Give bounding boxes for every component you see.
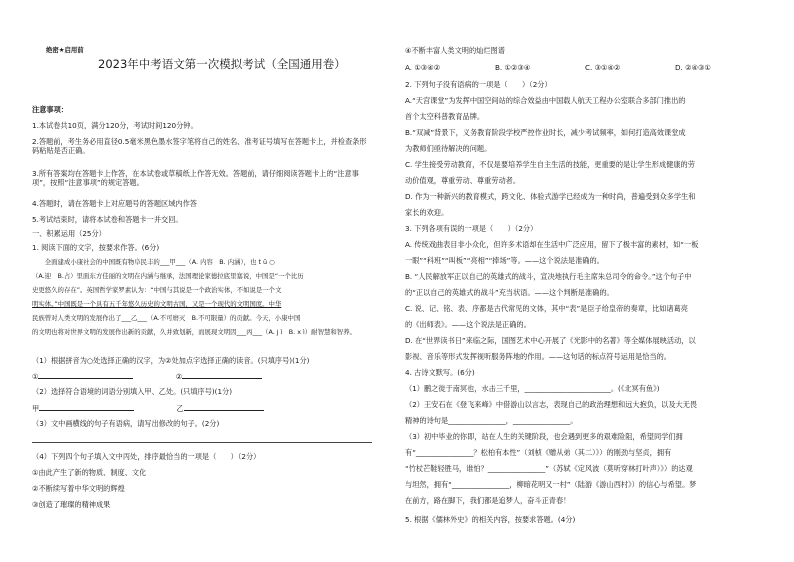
fill-line: （3）初中毕业的你即，站在人生的关键阶段，也会遇到更多的艰难险阻，希望同学们拥 <box>405 432 683 441</box>
sub-question: （3）文中画横线的句子有语病，请写出修改的句子。(2分) <box>32 419 220 428</box>
answer-rule[interactable] <box>32 442 372 443</box>
answer-label: ① <box>32 372 39 381</box>
notes-item: 4.答题时，请在答题卡上对应题号的答题区域内作答 <box>32 199 197 208</box>
sub-question: （2）选择符合语境的词语分别填入甲、乙处。(只填序号)(1分) <box>32 387 233 396</box>
option-line: A. 传统戏曲表目非小众化，但许多术语却在生活中广泛应用，留下了极丰富的素材，如“一板 <box>405 240 699 249</box>
answer-label: ② <box>175 372 183 381</box>
option-line: A.“天宫课堂”为发挥中国空间站的综合效益由中国载人航天工程办公室联合多部门推出的 <box>405 96 686 105</box>
list-item: ①由此产生了新的物质、制度、文化 <box>32 468 147 477</box>
fill-line[interactable]: “竹杖芒鞋轻胜马，谁怕？________________”（苏轼《定风波（莫听穿林打叶声）》）的达观 <box>405 464 693 473</box>
question-stem: 1. 阅读下面的文字，按要求作答。(6分) <box>32 243 160 252</box>
fill-line[interactable]: （1）鹏之徙于南冥也，水击三千里，________________________。(《北冥有鱼》) <box>405 384 660 393</box>
question-stem: 2. 下列句子没有语病的一项是（ ）（2分） <box>405 80 552 89</box>
passage-line-underlined: 明实体。”中国既是一个具有五千年悠久历史的文明古国，又是一个现代的文明国度。中华 <box>32 300 282 308</box>
answer-blank[interactable] <box>182 371 262 379</box>
fill-line[interactable]: 有“________________？松柏有本性”（刘桢《赠从弟（其二）》）的刚劲与坚贞，拥有 <box>405 448 672 457</box>
passage-line: （A.迎 B.占）里面东方佳丽的文明在内涵与继承，法国理论家德拉底里塞说，中国是“一个比历 <box>32 272 304 280</box>
option-a[interactable]: A. ①③④② <box>405 63 441 72</box>
option-line: 首个太空科普教育品牌。 <box>405 112 485 121</box>
question-stem: 5. 根据《儒林外史》的相关内容，按要求答题。(4分) <box>405 515 576 524</box>
passage-line: 的文明也将对世界文明的发展作出新的贡献，久并致划新，而展现文明因___丙___（A. j ì B. x ì）耐智慧和智养。 <box>32 328 356 336</box>
secret-tag: 绝密★启用前 <box>46 46 84 54</box>
fill-line[interactable]: 精神的诗句是________________，________________。 <box>405 416 578 425</box>
option-line: 为教师们亟待解决的问题。 <box>405 144 492 153</box>
sub-question: （4）下列四个句子填入文中丙处，排序最恰当的一项是（ ）（2分） <box>32 452 261 461</box>
passage-line: 全面建成小康社会的中国既有物阜民丰的___甲___（A. 内容 B. 内涵），也 t ū ○ <box>32 258 275 266</box>
option-line: 家长的欢迎。 <box>405 208 449 217</box>
option-line: 影视、音乐等形式发挥视听服务阵地的作用。——这句话的标点符号运用是恰当的。 <box>405 352 671 361</box>
option-b[interactable]: B. ①②③④ <box>495 63 531 72</box>
answer-line[interactable] <box>32 371 262 381</box>
answer-blank[interactable] <box>38 371 133 379</box>
option-line: C. 说、记、铭、表、序都是古代常见的文体，其中“表”是臣子给皇帝的奏章，比如诸葛亮 <box>405 304 688 313</box>
notes-item: 1.本试卷共10页，满分120分，考试时间120分钟。 <box>32 121 198 130</box>
list-item: ②不断续写着中华文明的辉煌 <box>32 484 125 493</box>
answer-line[interactable] <box>32 403 264 413</box>
option-line: C. 学生接受劳动教育，不仅是要培养学生自主生活的技能，更重要的是让学生形成健康的劳 <box>405 160 695 169</box>
list-item: ③创造了璀璨的精神成果 <box>32 500 111 509</box>
fill-line: （2）王安石在《登飞来峰》中借游山以言志，表现自己的政治理想和远大抱负，以及大无畏 <box>405 400 698 409</box>
question-stem: 3. 下列各项有误的一项是（ ）（2分） <box>405 224 538 233</box>
option-line: D. 在“世界读书日”来临之际，国图艺术中心开展了《光影中的名著》等全媒体展映活动，以 <box>405 336 696 345</box>
question-stem: 4. 古诗文默写。(6分) <box>405 368 475 377</box>
answer-blank[interactable] <box>39 403 134 411</box>
answer-blank[interactable] <box>184 403 264 411</box>
passage-line: 民族曾对人类文明的发展作出了___乙___（A.不可磨灭 B.不可限量）的贡献。今天，小康中国 <box>32 314 301 322</box>
notes-item: 5.考试结束时，请将本试卷和答题卡一并交回。 <box>32 215 183 224</box>
option-d[interactable]: D. ②④③① <box>675 63 711 72</box>
answer-label: 乙 <box>176 404 184 413</box>
page-title: 2023年中考语文第一次模拟考试（全国通用卷） <box>98 57 346 71</box>
notes-heading: 注意事项： <box>32 105 68 114</box>
answer-options <box>405 63 755 72</box>
option-line: 的《出师表》。——这个说法是正确的。 <box>405 320 531 329</box>
option-line: 动价值观，尊重劳动、尊重劳动者。 <box>405 176 521 185</box>
notes-item: 3.所有答案均在答题卡上作答，在本试卷或草稿纸上作答无效。答题前，请仔细阅读答题卡上的“注意事项”，按照“注意事项”的规定答题。 <box>32 169 359 187</box>
sub-question: （1）根据拼音为○处选择正确的汉字，为②处加点字选择正确的读音。(只填序号)(1分) <box>32 356 310 365</box>
notes-item: 2.答题前，考生务必用直径0.5毫米黑色墨水签字笔将自己的姓名、准考证号填写在答题卡上，并检查条形码粘贴是否正确。 <box>32 137 367 155</box>
answer-label: 甲 <box>32 404 40 413</box>
section-heading: 一、积累运用（25分） <box>32 229 106 238</box>
fill-line[interactable]: 与坦然，拥有“________________，柳暗花明又一村”（陆游《游山西村》）的信心与希望。梦 <box>405 480 697 489</box>
option-line: 一眼”“科班”“叫板”“亮相”“捧场”等。——这个说法是准确的。 <box>405 256 604 265</box>
option-c[interactable]: C. ③①④② <box>585 63 621 72</box>
fill-line: 在前方，路在脚下，我们都是追梦人，奋斗正青春！ <box>405 496 571 505</box>
option-line: B. “人民解放军正以自己的英雄式的战斗，宣决地执行毛主席朱总司令的命令。”这个句子中 <box>405 272 692 281</box>
list-item: ④不断丰富人类文明的灿烂图谱 <box>405 46 505 55</box>
passage-line: 史更悠久的存在”。英国哲学家罗素认为：“中国与其说是一个政治实体，不如说是一个文 <box>32 286 282 294</box>
option-line: B.“双减”背景下，义务教育阶段学校严控作业时长，减少考试频率，如何打造高效课堂成 <box>405 128 686 137</box>
option-line: D. 作为一种新兴的教育模式，跨文化、体验式游学已经成为一种时尚，普遍受到众多学生和 <box>405 192 696 201</box>
option-line: 的“正以自己的英雄式的战斗”充当状语。——这个判断是准确的。 <box>405 288 614 297</box>
